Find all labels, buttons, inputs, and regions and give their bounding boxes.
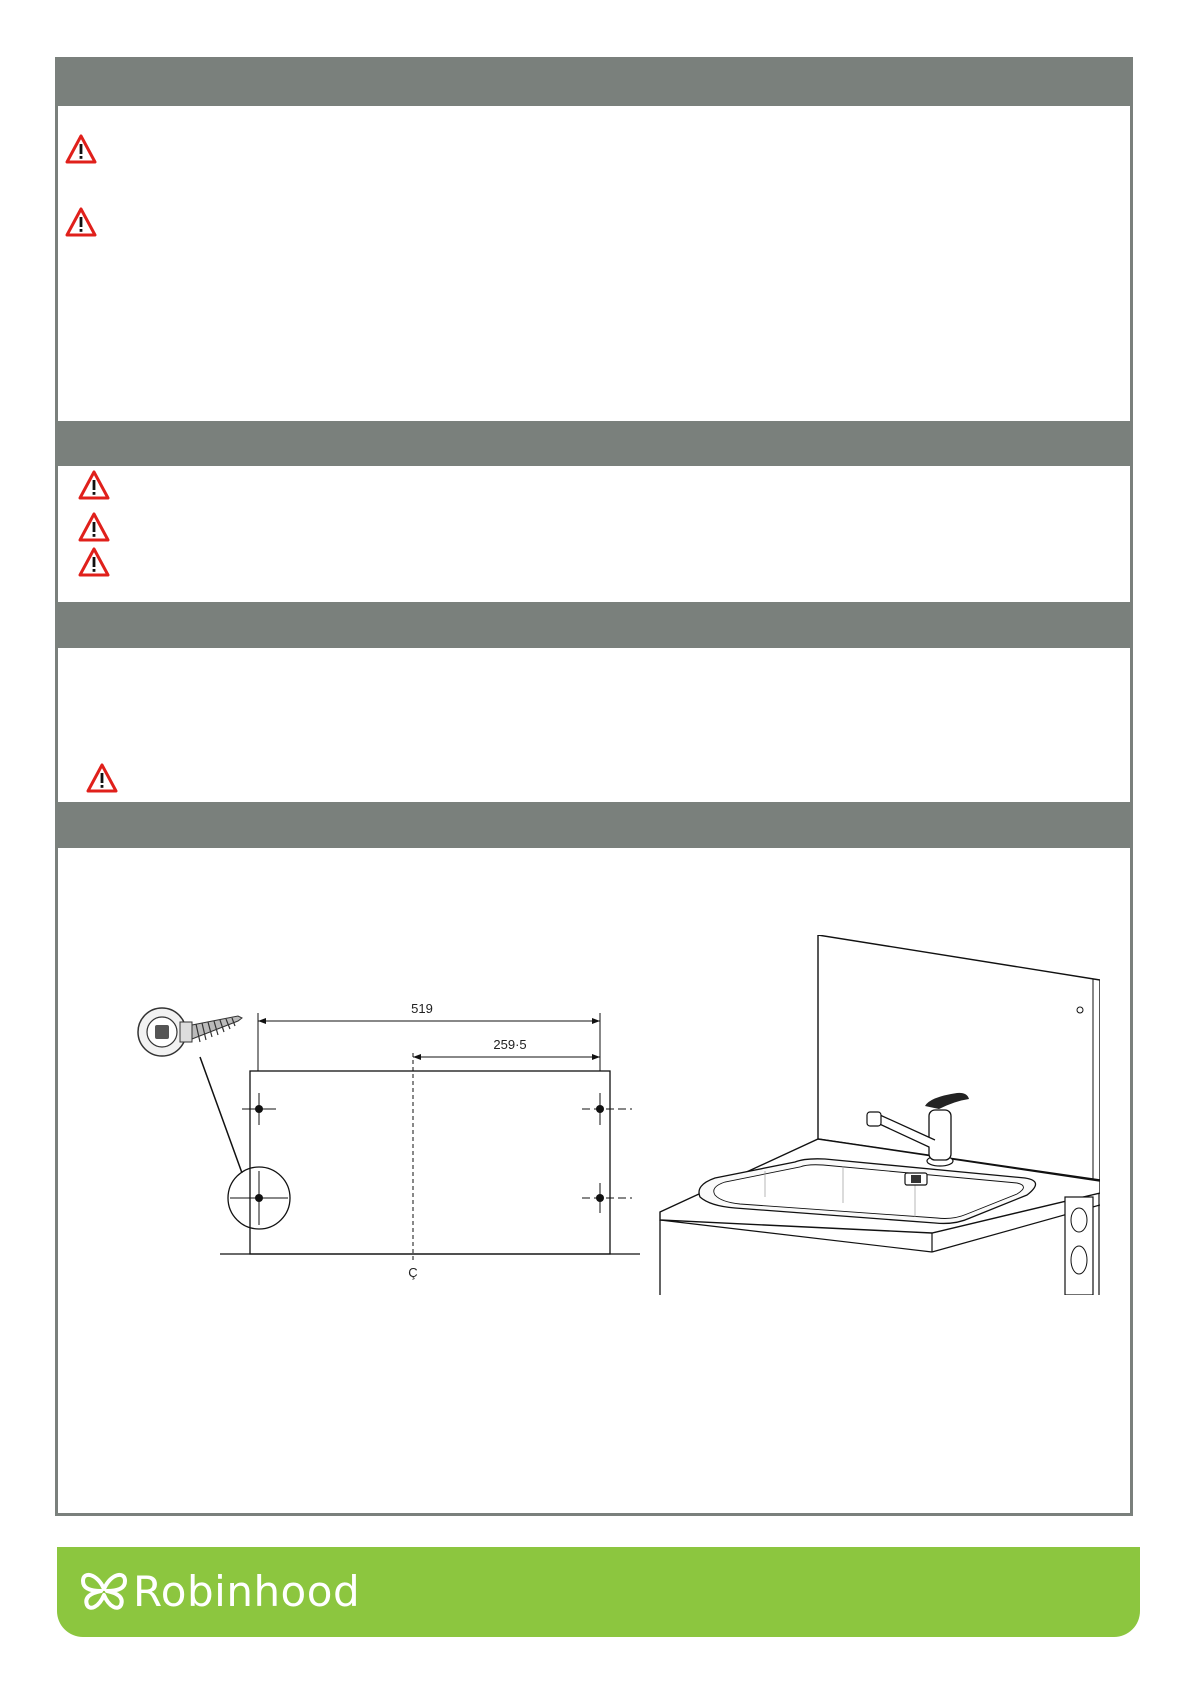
butterfly-logo-icon (79, 1567, 129, 1613)
sink-illustration (655, 935, 1100, 1295)
warning-triangle-icon (78, 547, 110, 577)
section-header-1 (58, 60, 1130, 106)
brand-name: Robinhood (133, 1567, 361, 1616)
warning-triangle-icon (86, 763, 118, 793)
section-header-3 (58, 602, 1130, 648)
warning-triangle-icon (78, 470, 110, 500)
centerline-label: Ç (408, 1265, 418, 1280)
warning-triangle-icon (78, 512, 110, 542)
dimension-width-label: 519 (411, 1001, 433, 1016)
fixing-diagram (130, 985, 650, 1285)
brand-footer (57, 1547, 1140, 1637)
page-frame (55, 57, 1133, 1516)
dimension-half-label: 259·5 (493, 1037, 527, 1052)
warning-triangle-icon (65, 134, 97, 164)
section-header-2 (58, 421, 1130, 466)
screw-icon (138, 1008, 242, 1056)
warning-triangle-icon (65, 207, 97, 237)
section-header-4 (58, 802, 1130, 848)
